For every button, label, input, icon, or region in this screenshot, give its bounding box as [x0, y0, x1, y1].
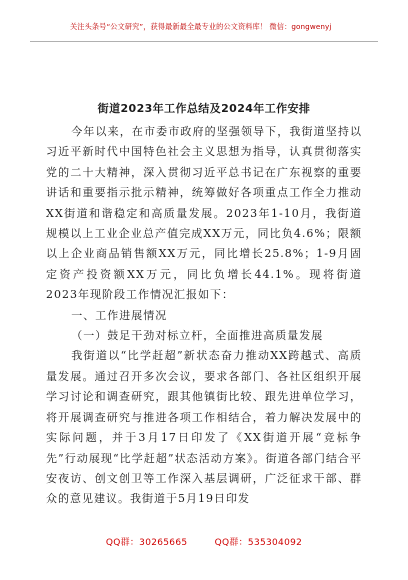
intro-paragraph: 今年以来，在市委市政府的坚强领导下，我街道坚持以习近平新时代中国特色社会主义思想为指导，认真贯彻落实党的二十大精神，深入贯彻习近平总书记在广东视察的重要讲话和重要指示批示精神，统筹做好各项重点工作全力推动XX街道和谐稳定和高质量发展。2023年1-10月，我街道规模以上工业企业总产值完成XX万元，同比负4.6%；限额以上企业商品销售额XX万元，同比增长25.8%；1-9月固定资产投资额XX万元，同比负增长44.1%。现将街道2023年现阶段工作情况汇报如下： — [46, 125, 362, 302]
header-divider — [30, 41, 378, 42]
header-ad-text: 关注头条号“公文研究”，获得最新最全最专业的公文资料库！ 微信：gongwenyj — [70, 22, 332, 31]
document-body — [46, 122, 362, 510]
footer-qq-group-1: QQ群：30265665 — [105, 538, 188, 548]
section-heading: 一、工作进展情况 — [71, 308, 168, 322]
footer-qq-groups — [0, 535, 408, 548]
subsection-heading: （一）鼓足干劲对标立杆，全面推进高质量发展 — [71, 329, 324, 343]
footer-qq-group-2: QQ群：535304092 — [214, 538, 303, 548]
document-title: 街道2023年工作总结及2024年工作安排 — [97, 102, 311, 115]
body-paragraph: 我街道以“比学赶超”新状态奋力推动XX跨越式、高质量发展。通过召开多次会议，要求各部门、各社区组织开展学习讨论和调查研究，跟其他镇街比较、跟先进单位学习，将开展调查研究与推进各项工作相结合，着力解决发展中的实际问题，并于3月17日印发了《XX街道开展“竞标争先”行动展现“比学赶超”状态活动方案》。街道各部门结合平安夜访、创文创卫等工作深入基层调研，广泛征求干部、群众的意见建议。我街道于5月19日印发 — [46, 349, 362, 506]
